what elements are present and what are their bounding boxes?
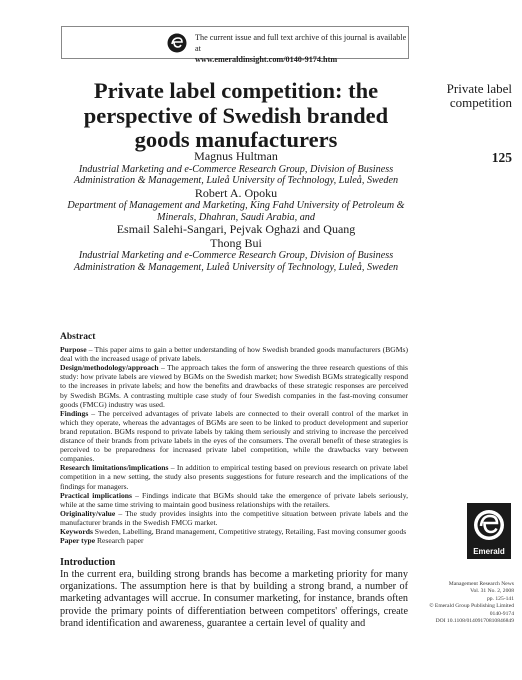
author-name: Esmail Salehi-Sangari, Pejvak Oghazi and Quang Thong Bui [116,222,356,250]
header-line-2: www.emeraldinsight.com/0140-9174.htm [195,55,338,64]
meta-line: 0140-9174 [489,610,514,617]
paper-type: Paper type Research paper [60,536,144,546]
meta-line: Management Research News [448,581,514,587]
abstract-section: Purpose – This paper aims to gain a better understanding of how Swedish branded goods manufacturers (BGMs) deal with the increased usage of private labels. [60,345,408,364]
article-title: Private label competition: the perspective of Swedish branded goods manufacturers [83,78,389,152]
header-line-1: The current issue and full text archive of this journal is available at [195,33,407,53]
page-number: 125 [491,150,512,165]
abstract-section: Design/methodology/approach – The approach takes the form of answering the three research questions of this study: how private labels are viewed by BGMs on the Swedish market; how Swedish BGMs strategically respond to the increases in private labels; and how the benefits and drawbacks of these strategic responses are perceived by Swedish BGMs. A contrasting multiple case study of four Swedish companies in the fast-moving consumer goods (FMCG) industry was used. [60,363,408,409]
header-text [195,32,408,65]
abstract-section: Practical implications – Findings indicate that BGMs should take the emergence of private labels seriously, while at the same time striving to maintain good business relationships with the retailers. [60,490,408,509]
abstract-section: Findings – The perceived advantages of private labels are connected to their overall control of the market in which they operate, whereas the advantages of BGMs are seen to be linked to product development and superior brand reputation. BGMs respond to private labels by taking them seriously and striving to increase the perceived distance of their brands from private labels in the eyes of the consumers. The overall benefit of these strategies is perceived to be preparedness for increased private label competition, while the drawbacks vary between companies. [60,408,408,464]
section-heading: Introduction [60,557,116,568]
author-affiliation: Industrial Marketing and e-Commerce Research Group, Division of Business Administration & Management, Luleå University of Technology, Luleå, Sweden [73,250,399,273]
meta-line: © Emerald Group Publishing Limited [429,603,514,610]
author-name: Magnus Hultman [194,149,278,163]
author-affiliation: Department of Management and Marketing, King Fahd University of Petroleum & Minerals, Dhahran, Saudi Arabia, and [67,200,405,223]
author-name: Robert A. Opoku [194,185,278,200]
emerald-logo-icon [467,503,511,559]
journal-access-banner [61,26,409,64]
journal-metadata [404,581,514,625]
introduction [60,557,408,630]
body-paragraph: In the current era, building strong brands has become a marketing priority for many organizations. The assumption here is that by building a strong brand, a number of marketing advantages will accrue. In consumer marketing, for instance, brands often provide the primary points of differentiation between competitors' offerings, create brand identification and awareness, guarantee a certain level of quality and [60,569,408,629]
keywords: Keywords Sweden, Labelling, Brand management, Competitive strategy, Retailing, Fast moving consumer goods [60,526,407,536]
abstract-section: Research limitations/implications – In addition to empirical testing based on previous research on private label competition in a new setting, the study also presents suggestions for future research and the implications of the findings for managers. [60,463,409,491]
emerald-small-logo-icon [167,33,187,53]
author-affiliation: Industrial Marketing and e-Commerce Research Group, Division of Business Administration & Management, Luleå University of Technology, Luleå, Sweden [73,163,399,187]
abstract-section: Originality/value – The study provides insights into the competitive situation between private labels and the manufacturer brands in the Swedish FMCG market. [60,508,408,527]
meta-line: Vol. 31 No. 2, 2008 [470,588,514,595]
meta-line: DOI 10.1108/01409170810846849 [435,618,514,625]
meta-line: pp. 125-141 [486,595,514,602]
author-block [60,150,412,274]
running-head: Private label competition [446,81,512,110]
abstract-heading: Abstract [60,332,96,342]
logo-text: Emerald [473,547,505,556]
abstract [60,333,408,545]
